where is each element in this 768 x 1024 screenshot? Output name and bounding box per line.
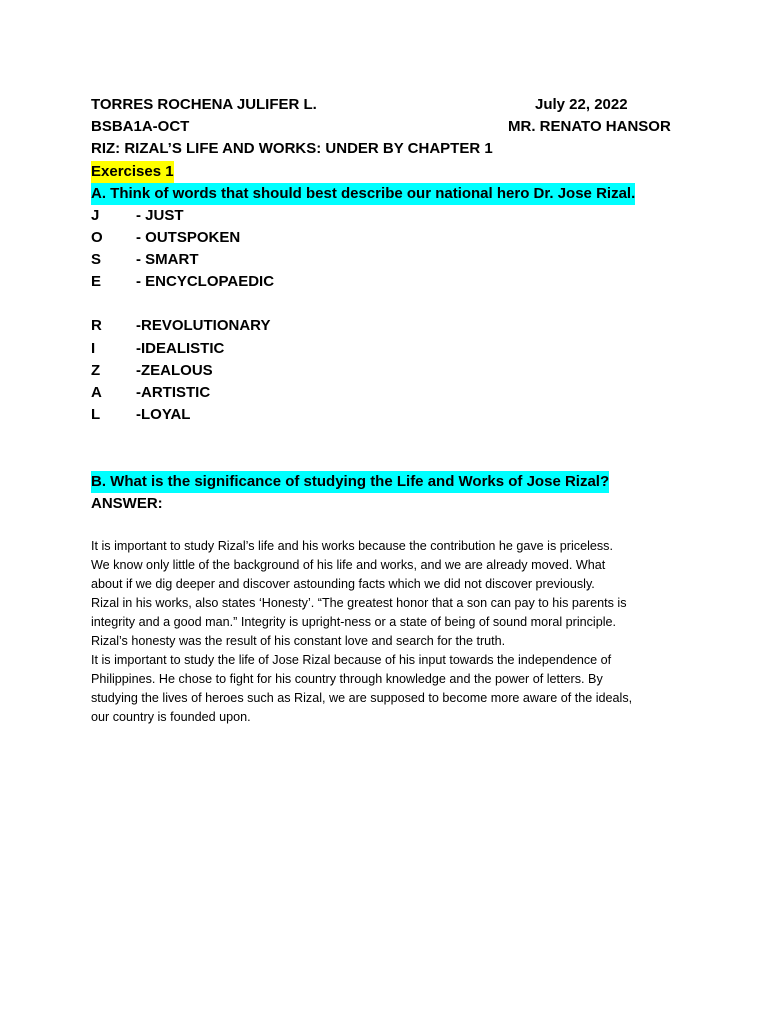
acrostic-row	[91, 249, 199, 271]
acrostic-word: -LOYAL	[136, 406, 191, 423]
acrostic-letter: R	[91, 317, 102, 334]
acrostic-word: - ENCYCLOPAEDIC	[136, 273, 275, 290]
question-b: B. What is the significance of studying the Life and Works of Jose Rizal?	[91, 471, 609, 493]
acrostic-letter: E	[91, 273, 102, 290]
acrostic-letter: L	[91, 406, 101, 423]
acrostic-row	[91, 271, 274, 293]
acrostic-word: -ZEALOUS	[136, 362, 213, 379]
answer-line: integrity and a good man.” Integrity is upright-ness or a state of being of sound moral principle.	[91, 615, 617, 629]
answer-line: It is important to study Rizal’s life and his works because the contribution he gave is priceless.	[91, 539, 613, 553]
acrostic-word: -ARTISTIC	[136, 384, 211, 401]
acrostic-word: - OUTSPOKEN	[136, 229, 241, 246]
answer-line: about if we dig deeper and discover astounding facts which we did not discover previously.	[91, 577, 595, 591]
question-a: A. Think of words that should best describe our national hero Dr. Jose Rizal.	[91, 183, 635, 205]
acrostic-letter: Z	[91, 362, 101, 379]
answer-line: Rizal in his works, also states ‘Honesty’. “The greatest honor that a son can pay to his parents is	[91, 596, 627, 610]
student-name: TORRES ROCHENA JULIFER L.	[91, 96, 317, 113]
acrostic-row	[91, 338, 224, 360]
instructor-name: MR. RENATO HANSOR	[508, 118, 671, 135]
acrostic-letter: I	[91, 340, 96, 357]
acrostic-word: -IDEALISTIC	[136, 340, 225, 357]
acrostic-row	[91, 404, 190, 426]
section-code: BSBA1A-OCT	[91, 118, 190, 135]
acrostic-word: - JUST	[136, 207, 184, 224]
answer-line: It is important to study the life of Jose Rizal because of his input towards the independence of	[91, 653, 612, 667]
answer-line: our country is founded upon.	[91, 710, 251, 724]
exercise-title: Exercises 1	[91, 161, 174, 183]
acrostic-letter: S	[91, 251, 102, 268]
answer-line: We know only little of the background of his life and works, and we are already moved. What	[91, 558, 606, 572]
acrostic-row	[91, 205, 184, 227]
document-date: July 22, 2022	[535, 96, 628, 113]
acrostic-word: -REVOLUTIONARY	[136, 317, 271, 334]
subject-title: RIZ: RIZAL’S LIFE AND WORKS: UNDER BY CHAPTER 1	[91, 140, 493, 157]
answer-line: studying the lives of heroes such as Rizal, we are supposed to become more aware of the ideals,	[91, 691, 633, 705]
acrostic-row	[91, 360, 213, 382]
answer-line: Philippines. He chose to fight for his country through knowledge and the power of letters. By	[91, 672, 603, 686]
answer-body	[91, 537, 691, 727]
acrostic-row	[91, 382, 210, 404]
acrostic-letter: J	[91, 207, 100, 224]
answer-label: ANSWER:	[91, 495, 163, 512]
acrostic-row	[91, 227, 240, 249]
acrostic-letter: A	[91, 384, 102, 401]
answer-line: Rizal’s honesty was the result of his constant love and search for the truth.	[91, 634, 506, 648]
acrostic-row	[91, 315, 270, 337]
acrostic-word: - SMART	[136, 251, 199, 268]
acrostic-letter: O	[91, 229, 103, 246]
